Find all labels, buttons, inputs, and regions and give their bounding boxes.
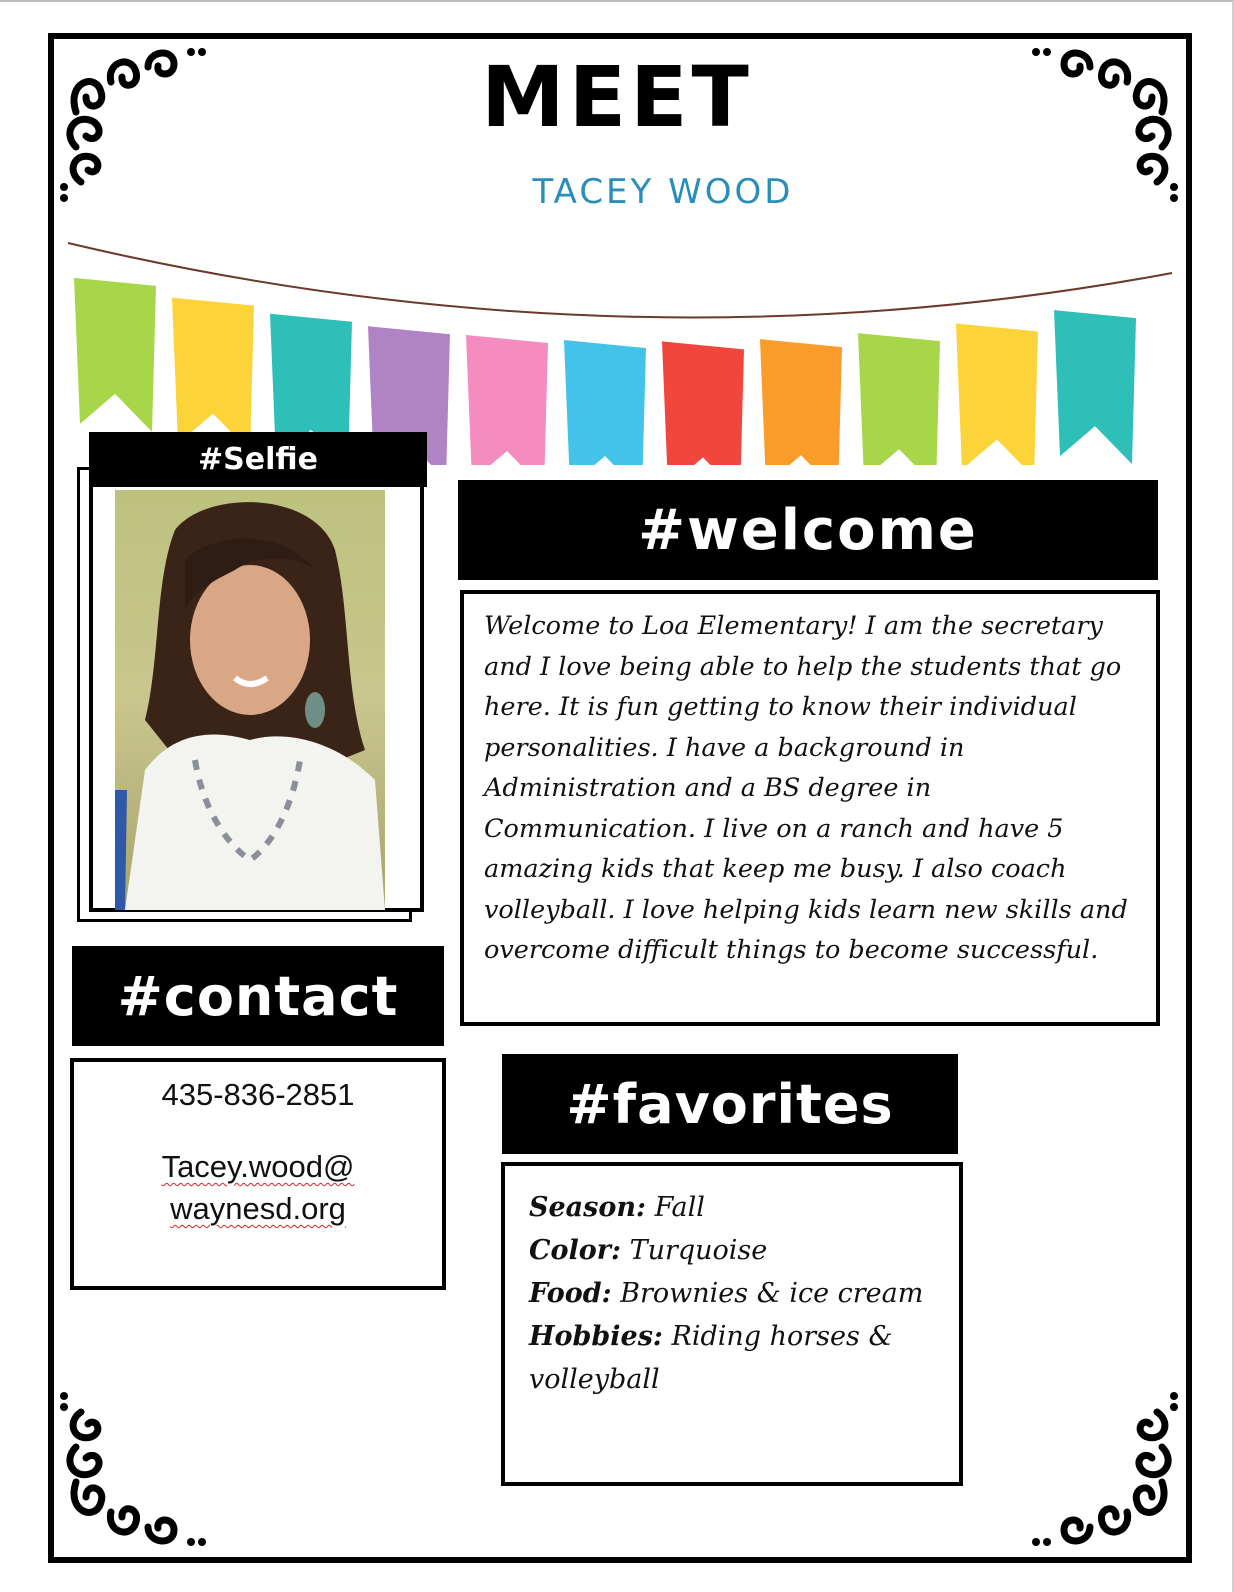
selfie-photo	[115, 490, 385, 910]
pennant-flag	[858, 333, 940, 465]
pennant-flag	[564, 340, 646, 465]
contact-heading: #contact	[72, 946, 444, 1046]
welcome-body: Welcome to Loa Elementary! I am the secretary and I love being able to help the students that go here. It is fun getting to know their individual personalities. I have a background in Administration and a BS degree in Communication. I live on a ranch and have 5 amazing kids that keep me busy. I also coach volleyball. I love helping kids learn new skills and overcome difficult things to become successful.	[460, 590, 1160, 1026]
pennant-flag	[466, 335, 548, 465]
pennant-flag	[74, 278, 156, 432]
corner-swirl-bottom-right-icon	[1022, 1392, 1182, 1552]
selfie-label: #Selfie	[89, 432, 427, 487]
corner-swirl-bottom-left-icon	[56, 1392, 216, 1552]
teacher-name: TACEY WOOD	[532, 172, 794, 212]
pennant-flag	[662, 341, 744, 465]
pennant-banner	[60, 235, 1190, 465]
pennant-flag	[172, 298, 254, 452]
contact-email-line2[interactable]: waynesd.org	[170, 1191, 346, 1226]
favorite-color: Color: Turquoise	[529, 1235, 768, 1266]
page-title: MEET	[481, 48, 753, 146]
favorite-hobbies: Hobbies: Riding horses & volleyball	[529, 1321, 893, 1395]
welcome-heading: #welcome	[458, 480, 1158, 580]
selfie-card	[77, 432, 427, 922]
contact-box	[70, 1058, 446, 1290]
contact-email-line1[interactable]: Tacey.wood@	[161, 1149, 355, 1184]
favorite-food: Food: Brownies & ice cream	[529, 1278, 924, 1309]
contact-phone: 435-836-2851	[161, 1077, 355, 1112]
pennant-flag	[956, 323, 1038, 465]
favorites-box	[501, 1162, 963, 1486]
pennant-flag	[760, 339, 842, 465]
pennant-flag	[1054, 310, 1136, 464]
favorites-heading: #favorites	[502, 1054, 958, 1154]
favorite-season: Season: Fall	[529, 1192, 705, 1223]
